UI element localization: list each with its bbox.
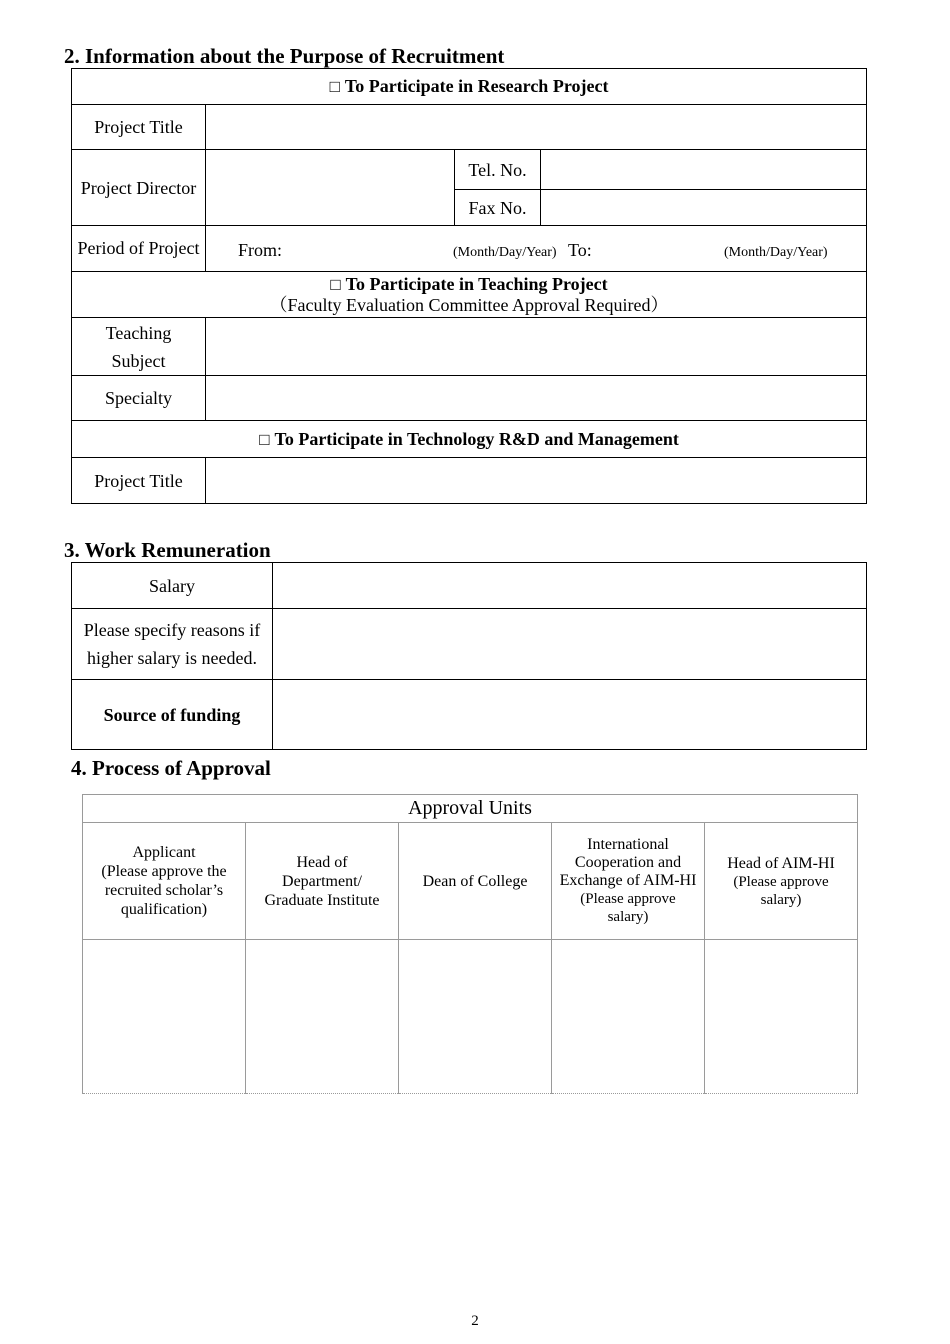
teaching-subject-field[interactable] [206, 318, 867, 376]
signature-dean[interactable] [399, 940, 552, 1094]
salary-reasons-field[interactable] [273, 609, 867, 680]
approval-col-applicant [83, 823, 246, 940]
funding-source-field[interactable] [273, 680, 867, 750]
tech-project-title-label: Project Title [72, 458, 206, 504]
fax-label: Fax No. [455, 190, 541, 226]
teaching-approval-note: （Faculty Evaluation Committee Approval Required） [269, 294, 669, 315]
approval-col-title: Applicant [132, 844, 196, 861]
approval-col-international [552, 823, 705, 940]
tech-project-title-field[interactable] [206, 458, 867, 504]
salary-label: Salary [72, 563, 273, 609]
signature-department-head[interactable] [246, 940, 399, 1094]
approval-col-dean [399, 823, 552, 940]
period-field[interactable] [206, 226, 867, 272]
teaching-subject-label: Teaching Subject [72, 318, 206, 376]
salary-reasons-label: Please specify reasons if higher salary is needed. [72, 609, 273, 680]
signature-aimhi-head[interactable] [705, 940, 858, 1094]
project-title-field[interactable] [206, 105, 867, 150]
section2-heading: 2. Information about the Purpose of Recruitment [64, 44, 505, 68]
funding-source-label: Source of funding [72, 680, 273, 750]
technology-rd-header [72, 421, 867, 458]
section3-heading: 3. Work Remuneration [64, 538, 271, 562]
teaching-project-header [72, 272, 867, 318]
page-number: 2 [471, 1313, 479, 1329]
work-remuneration-table [71, 562, 867, 750]
approval-col-note: (Please approve the recruited scholar’s qualification) [101, 863, 227, 918]
approval-col-title: Head of AIM-HI [727, 854, 835, 872]
section4-heading: 4. Process of Approval [71, 756, 271, 780]
teaching-project-title: To Participate in Teaching Project [345, 273, 608, 294]
teaching-checkbox[interactable]: □ [330, 274, 341, 294]
tel-label: Tel. No. [455, 150, 541, 190]
approval-col-note: (Please approve salary) [733, 873, 829, 908]
fax-field[interactable] [541, 190, 867, 226]
approval-col-title: Head of Department/ Graduate Institute [264, 853, 380, 909]
project-director-label: Project Director [72, 150, 206, 226]
approval-units-header: Approval Units [83, 795, 858, 823]
approval-col-aimhi-head [705, 823, 858, 940]
date-format-to: (Month/Day/Year) [724, 245, 828, 260]
from-label: From: [238, 240, 283, 260]
tel-field[interactable] [541, 150, 867, 190]
approval-process-table [82, 794, 858, 1094]
signature-international[interactable] [552, 940, 705, 1094]
technology-rd-title: To Participate in Technology R&D and Management [274, 428, 679, 449]
period-label: Period of Project [72, 226, 206, 272]
date-format-from: (Month/Day/Year) [453, 245, 557, 260]
period-row [206, 226, 866, 271]
to-label: To: [568, 240, 592, 260]
salary-field[interactable] [273, 563, 867, 609]
approval-col-note: (Please approve salary) [580, 891, 676, 925]
approval-col-title: International Cooperation and Exchange of AIM-HI [559, 836, 697, 889]
approval-col-department-head [246, 823, 399, 940]
research-checkbox[interactable]: □ [329, 77, 340, 96]
approval-col-title: Dean of College [422, 872, 528, 890]
research-project-title: To Participate in Research Project [344, 76, 609, 96]
project-director-field[interactable] [206, 150, 455, 226]
project-title-label: Project Title [72, 105, 206, 150]
specialty-label: Specialty [72, 376, 206, 421]
recruitment-purpose-table [71, 68, 867, 504]
signature-applicant[interactable] [83, 940, 246, 1094]
specialty-field[interactable] [206, 376, 867, 421]
research-project-header [72, 69, 867, 105]
technology-checkbox[interactable]: □ [259, 429, 270, 449]
